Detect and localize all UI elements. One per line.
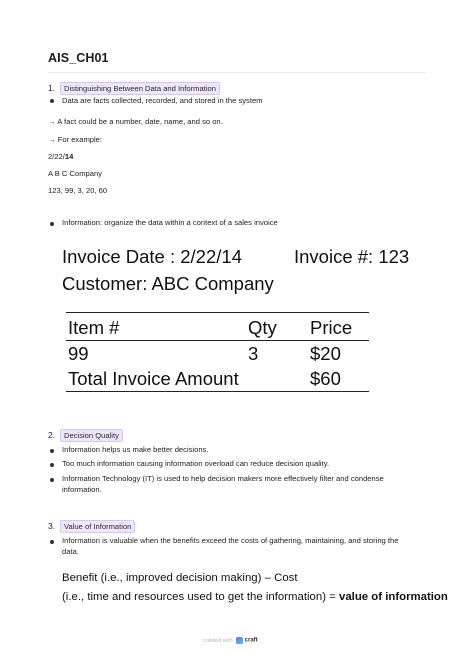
section-1-number: 1. <box>48 83 56 93</box>
section-2-number: 2. <box>48 430 56 440</box>
decision-bullet-1: Information helps us make better decisions. <box>62 445 209 454</box>
example-company: A B C Company <box>48 169 103 178</box>
total-value: $60 <box>310 368 341 389</box>
column-header-item: Item # <box>68 317 120 338</box>
example-numbers: 123, 99, 3, 20, 60 <box>48 186 108 195</box>
bullet-dot <box>50 478 54 482</box>
title-divider <box>48 72 426 73</box>
craft-logo-icon <box>236 637 243 644</box>
table-top-rule <box>66 312 369 313</box>
decision-bullet-3: Information Technology (IT) is used to help decision makers more effectively filter and condense <box>62 474 384 483</box>
formula-line-2-text: (i.e., time and resources used to get the information) = <box>62 591 339 603</box>
fact-example-text: → A fact could be a number, date, name, and so on. <box>48 117 223 126</box>
section-3-heading: Value of Information <box>60 520 135 533</box>
formula-result: value of information <box>339 591 448 603</box>
header-rule <box>66 340 369 341</box>
section-1-heading: Distinguishing Between Data and Information <box>60 82 220 95</box>
column-header-qty: Qty <box>248 317 277 338</box>
total-label: Total Invoice Amount <box>68 368 239 389</box>
footer-text: created with <box>203 637 233 644</box>
footer-brand: craft <box>244 637 258 644</box>
example-date-suffix: 14 <box>64 152 74 161</box>
invoice-customer: Customer: ABC Company <box>62 273 274 294</box>
footer <box>203 637 258 644</box>
bullet-dot <box>50 540 54 544</box>
decision-bullet-3-cont: information. <box>62 485 102 494</box>
value-bullet-1: Information is valuable when the benefits exceed the costs of gathering, maintaining, and storing the <box>62 536 399 545</box>
row-item: 99 <box>68 343 89 364</box>
formula-figure <box>48 566 448 612</box>
bullet-dot <box>50 222 54 226</box>
section-3-number: 3. <box>48 521 56 531</box>
bullet-dot <box>50 99 54 103</box>
invoice-date: Invoice Date : 2/22/14 <box>62 246 242 267</box>
invoice-number: Invoice #: 123 <box>294 246 410 267</box>
value-bullet-1-cont: data. <box>62 547 79 556</box>
invoice-figure <box>48 236 426 396</box>
example-date-prefix: 2/22/ <box>48 152 65 161</box>
row-qty: 3 <box>248 343 259 364</box>
information-definition-text: Information: organize the data within a context of a sales invoice <box>62 218 278 227</box>
document-title: AIS_CH01 <box>48 51 109 65</box>
formula-line-1: Benefit (i.e., improved decision making) – Cost <box>62 572 298 584</box>
table-bottom-rule <box>66 391 369 392</box>
bullet-dot <box>50 449 54 453</box>
for-example-text: → For example: <box>48 135 103 144</box>
section-2-heading: Decision Quality <box>60 429 123 442</box>
row-price: $20 <box>310 343 341 364</box>
bullet-dot <box>50 463 54 467</box>
example-date <box>48 152 73 162</box>
formula-line-2 <box>62 591 448 603</box>
decision-bullet-2: Too much information causing information overload can reduce decision quality. <box>62 459 330 468</box>
data-definition-text: Data are facts collected, recorded, and stored in the system <box>62 96 263 105</box>
column-header-price: Price <box>310 317 353 338</box>
